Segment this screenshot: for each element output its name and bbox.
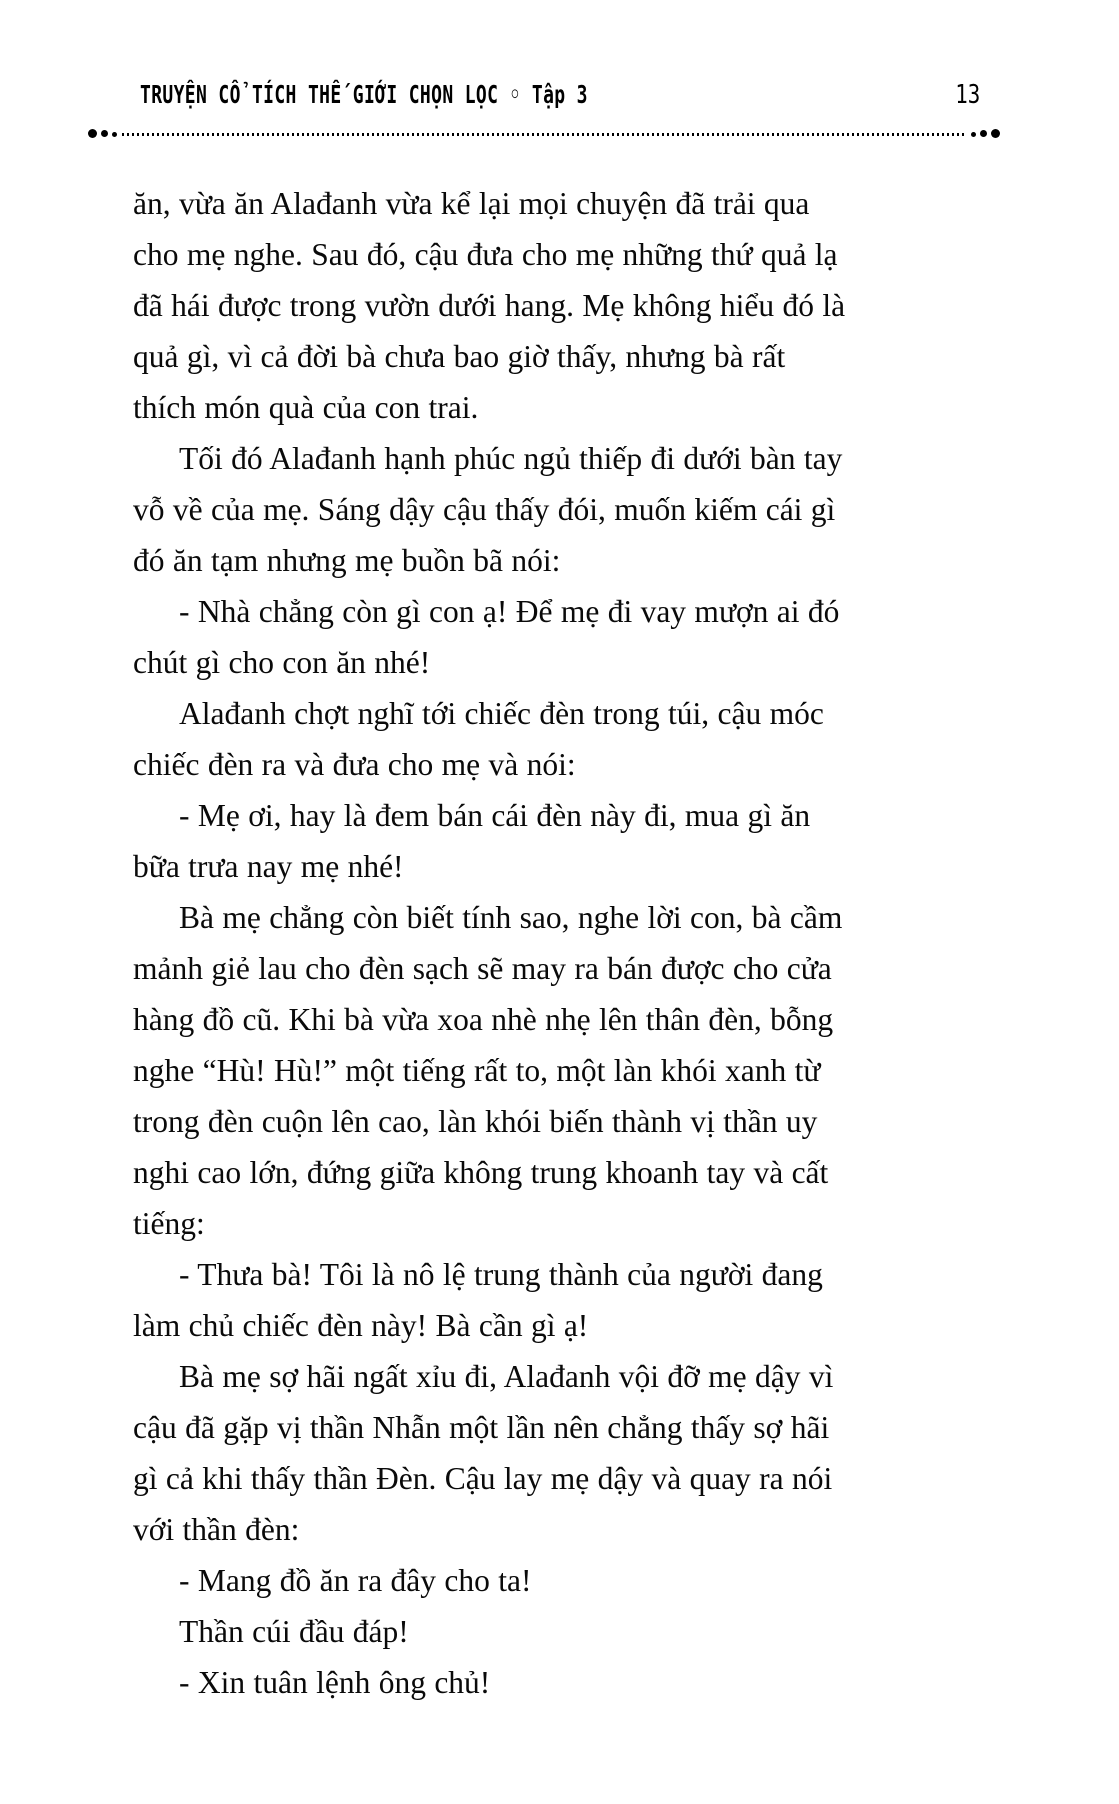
body-paragraph: - Mẹ ơi, hay là đem bán cái đèn này đi, mua gì ăn bữa trưa nay mẹ nhé! (133, 798, 811, 884)
body-paragraph: Tối đó Alađanh hạnh phúc ngủ thiếp đi dưới bàn tay vỗ về của mẹ. Sáng dậy cậu thấy đói, muốn kiếm cái gì đó ăn tạm nhưng mẹ buồn bã nói: (133, 441, 843, 578)
running-header (140, 82, 980, 122)
rule-bead-left-small (112, 132, 117, 137)
body-paragraph: Bà mẹ chẳng còn biết tính sao, nghe lời con, bà cầm mảnh giẻ lau cho đèn sạch sẽ may ra bán được cho cửa hàng đồ cũ. Khi bà vừa xoa nhè nhẹ lên thân đèn, bỗng nghe “Hù! Hù!” một tiếng rất to, một làn khói xanh từ trong đèn cuộn lên cao, làn khói biến thành vị thần uy nghi cao lớn, đứng giữa không trung khoanh tay và cất tiếng: (133, 900, 843, 1241)
rule-dots (122, 133, 966, 136)
body-paragraph: - Mang đồ ăn ra đây cho ta! (179, 1563, 532, 1598)
page-number: 13 (954, 80, 980, 110)
body-paragraph: Alađanh chợt nghĩ tới chiếc đèn trong túi, cậu móc chiếc đèn ra và đưa cho mẹ và nói: (133, 696, 824, 782)
body-paragraph: ăn, vừa ăn Alađanh vừa kể lại mọi chuyện đã trải qua cho mẹ nghe. Sau đó, cậu đưa cho mẹ những thứ quả lạ đã hái được trong vườn dưới hang. Mẹ không hiểu đó là quả gì, vì cả đời bà chưa bao giờ thấy, nhưng bà rất thích món quà của con trai. (133, 186, 846, 425)
header-book-title: TRUYỆN CỔ TÍCH THẾ GIỚI CHỌN LỌC ◦ Tập 3 (140, 80, 588, 109)
body-paragraph: Bà mẹ sợ hãi ngất xỉu đi, Alađanh vội đỡ mẹ dậy vì cậu đã gặp vị thần Nhẫn một lần nên chẳng thấy sợ hãi gì cả khi thấy thần Đèn. Cậu lay mẹ dậy và quay ra nói với thần đèn: (133, 1359, 834, 1547)
header-dotted-rule (88, 128, 1000, 142)
rule-bead-right-medium (980, 130, 987, 137)
body-paragraph: - Nhà chẳng còn gì con ạ! Để mẹ đi vay mượn ai đó chút gì cho con ăn nhé! (133, 594, 840, 680)
rule-bead-right-small (971, 132, 976, 137)
rule-bead-left-medium (101, 130, 108, 137)
rule-bead-left-large (88, 129, 97, 138)
body-paragraph: - Thưa bà! Tôi là nô lệ trung thành của người đang làm chủ chiếc đèn này! Bà cần gì ạ! (133, 1257, 823, 1343)
body-paragraph: Thần cúi đầu đáp! (179, 1614, 409, 1649)
body-paragraph: - Xin tuân lệnh ông chủ! (179, 1665, 491, 1700)
rule-bead-right-large (991, 129, 1000, 138)
page-body (133, 178, 853, 1708)
